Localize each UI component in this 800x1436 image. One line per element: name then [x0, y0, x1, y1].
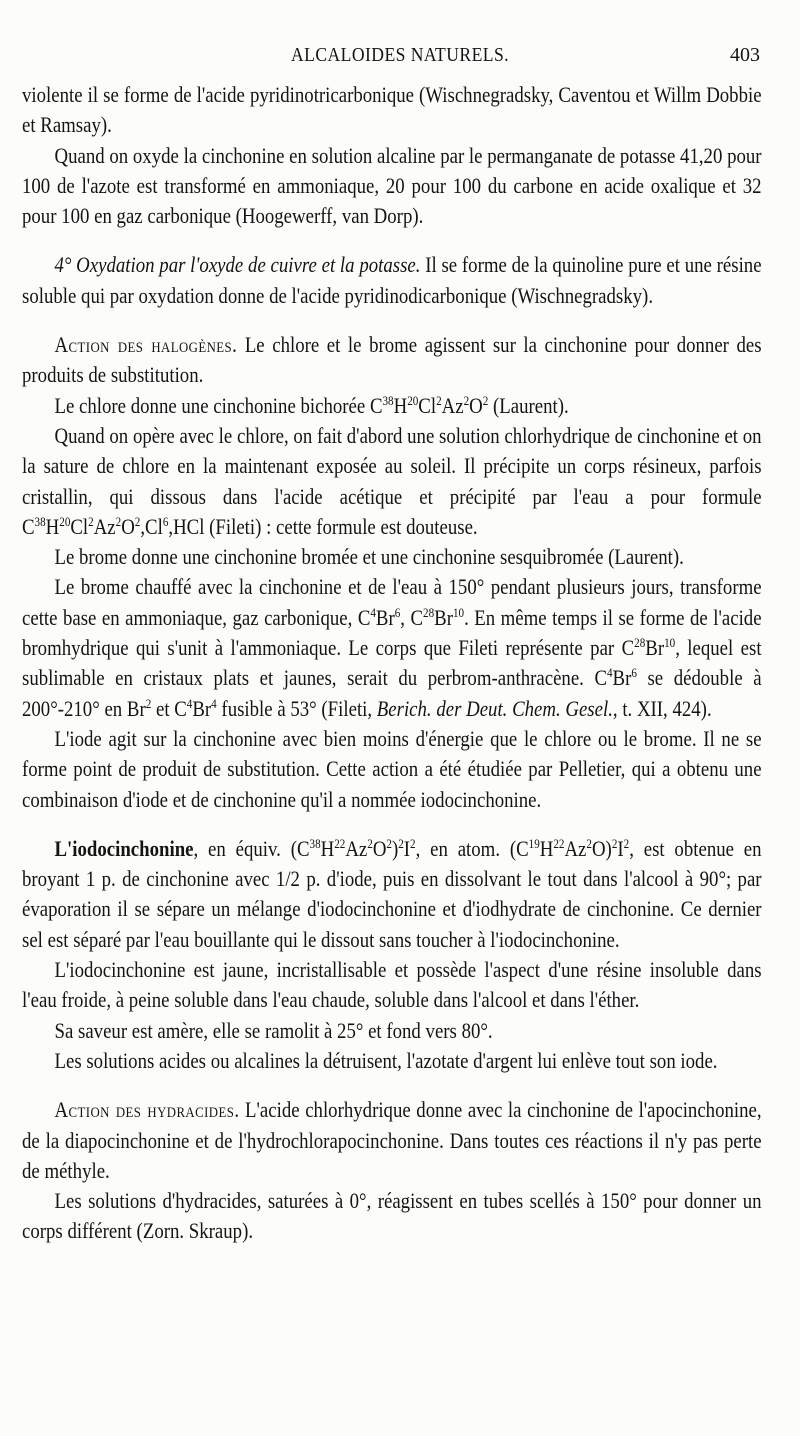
paragraph-10: L'iodocinchonine, en équiv. $(C^{38}H^{22}Az^2O^2)^2I^2$, en atom. $(C^{19}H^{22}Az^2O)^2I^2$, est obtenue en broyant 1 p. de cinchonine avec 1/2 p. d'iode, puis en dissolvant le tout dans l'alcool à 90°; par évaporation il se sépare un mélange d'iodocinchonine et d'iodhydrate de cinchonine. Ce dernier sel est séparé par l'eau bouillante qui le dissout sans toucher à l'iodocinchonine.: [22, 835, 762, 952]
page-number: 403: [730, 44, 760, 66]
paragraph-13: Les solutions acides ou alcalines la détruisent, l'azotate d'argent lui enlève tout son iode.: [54, 1047, 718, 1073]
paragraph-1: violente il se forme de l'acide pyridinotricarbonique (Wischnegradsky, Caventou et Willm Dobbie et Ramsay).: [22, 82, 762, 138]
paragraph-7: Le brome donne une cinchonine bromée et une cinchonine sesquibromée (Laurent).: [54, 544, 684, 570]
page-body: [22, 80, 762, 1247]
paragraph-12: Sa saveur est amère, elle se ramolit à 25° et fond vers 80°.: [54, 1017, 493, 1043]
paragraph-2: Quand on oxyde la cinchonine en solution alcaline par le permanganate de potasse 41,20 pour 100 de l'azote est transformé en ammoniaque, 20 pour 100 du carbone en acide oxalique et 32 pour 100 en gaz carbonique (Hoogewerff, van Dorp).: [22, 142, 762, 229]
running-title: ALCALOIDES NATURELS.: [290, 44, 510, 66]
paragraph-14: Action des hydracides. L'acide chlorhydrique donne avec la cinchonine de l'apocinchonine, de la diapocinchonine et de l'hydrochlorapocinchonine. Dans toutes ces réactions il n'y pas perte de méthyle.: [22, 1097, 762, 1183]
paragraph-11: L'iodocinchonine est jaune, incristallisable et possède l'aspect d'une résine insoluble dans l'eau froide, à peine soluble dans l'eau chaude, soluble dans l'alcool et dans l'éther.: [22, 957, 762, 1013]
paragraph-9: L'iode agit sur la cinchonine avec bien moins d'énergie que le chlore ou le brome. Il ne se forme point de produit de substitution. Cette action a été étudiée par Pelletier, qui a obtenu une combinaison d'iode et de cinchonine qu'il a nommée iodocinchonine.: [22, 725, 762, 812]
paragraph-4: Action des halogènes. Le chlore et le brome agissent sur la cinchonine pour donner des produits de substitution.: [22, 332, 762, 388]
page-header: [0, 44, 800, 74]
paragraph-15: Les solutions d'hydracides, saturées à 0°, réagissent en tubes scellés à 150° pour donner un corps différent (Zorn. Skraup).: [22, 1188, 762, 1244]
paragraph-8: Le brome chauffé avec la cinchonine et de l'eau à 150° pendant plusieurs jours, transforme cette base en ammoniaque, gaz carbonique, $C^4Br^6$, $C^{28}Br^{10}$. En même temps il se forme de l'acide bromhydrique qui s'unit à l'ammoniaque. Le corps que Fileti représente par $C^{28}Br^{10}$, lequel est sublimable en cristaux plats et jaunes, serait du perbrom-anthracène. $C^4Br^6$ se dédouble à 200°-210° en Br$^2$ et $C^4Br^4$ fusible à 53° (Fileti, Berich. der Deut. Chem. Gesel., t. XII, 424).: [22, 574, 762, 721]
paragraph-3: 4° Oxydation par l'oxyde de cuivre et la potasse. Il se forme de la quinoline pure et une résine soluble qui par oxydation donne de l'acide pyridinodicarbonique (Wischnegradsky).: [22, 252, 762, 308]
paragraph-6: Quand on opère avec le chlore, on fait d'abord une solution chlorhydrique de cinchonine et on la sature de chlore en la maintenant exposée au soleil. Il précipite un corps résineux, parfois cristallin, qui dissous dans l'acide acétique et précipité par l'eau a pour formule $C^{38}H^{20}Cl^2Az^2O^2,Cl^6,HCl$ (Fileti) : cette formule est douteuse.: [22, 422, 762, 539]
paragraph-5: Le chlore donne une cinchonine bichorée $C^{38}H^{20}Cl^2Az^2O^2$ (Laurent).: [54, 392, 569, 418]
